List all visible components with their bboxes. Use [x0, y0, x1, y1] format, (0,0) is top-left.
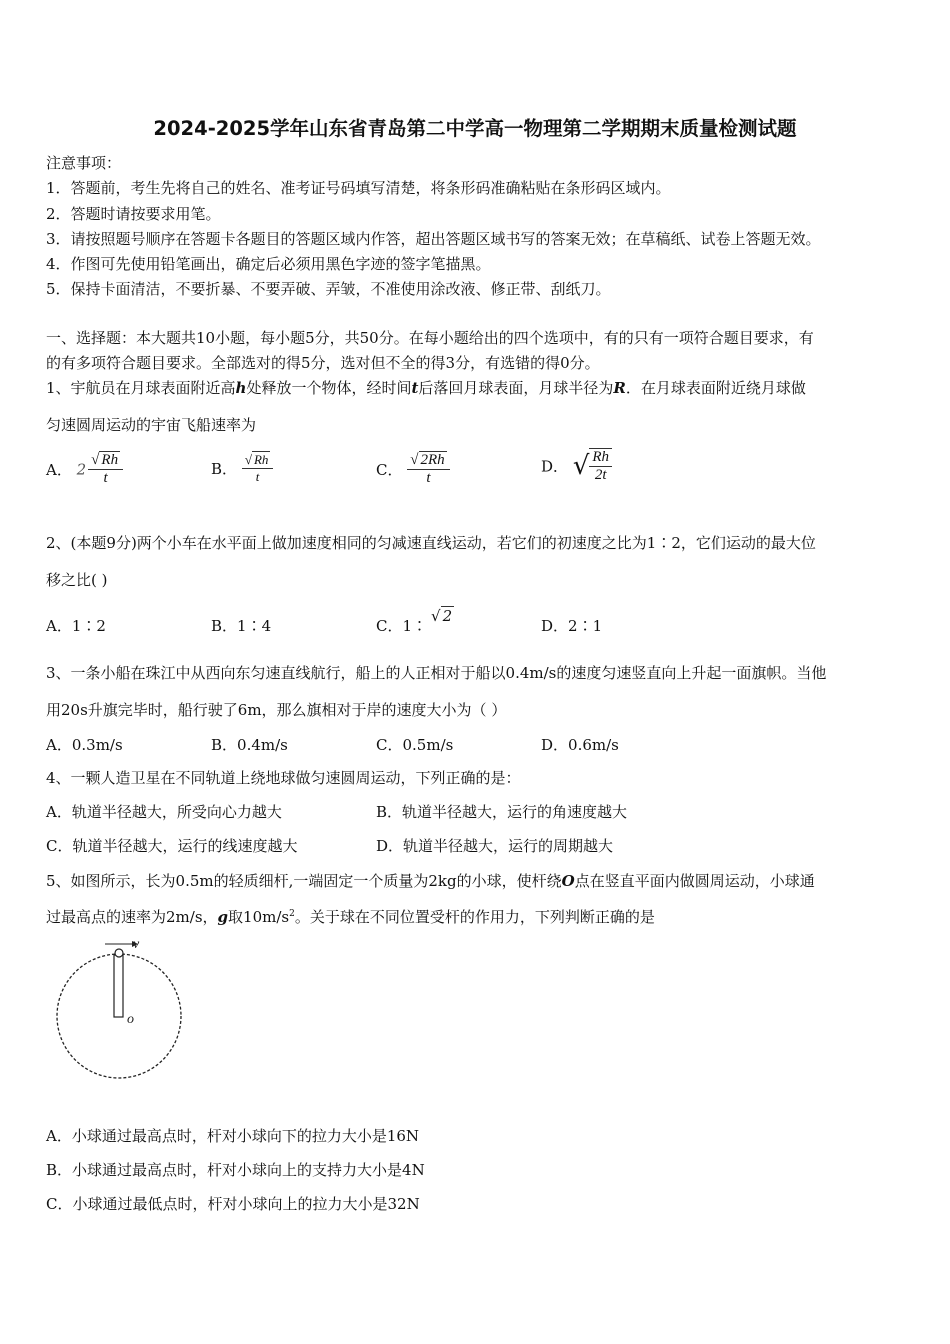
- q2-stem-line-2: 移之比( ): [46, 571, 108, 589]
- q5-option-b[interactable]: B．小球通过最高点时，杆对小球向上的支持力大小是4N: [46, 1161, 425, 1179]
- page-title: 2024-2025学年山东省青岛第二中学高一物理第二学期期末质量检测试题: [153, 117, 797, 140]
- q1-stem-line-1: 1、宇航员在月球表面附近高h处释放一个物体，经时间t后落回月球表面，月球半径为R．在月球表面附近绕月球做: [46, 379, 806, 397]
- q1-stem-line-2: 匀速圆周运动的宇宙飞船速率为: [46, 416, 257, 434]
- q1-option-c[interactable]: C． $\frac{√ 2Rh}{t}$: [376, 452, 450, 487]
- notice-item-2: 2．答题时请按要求用笔。: [46, 205, 221, 223]
- velocity-label: v: [133, 937, 140, 952]
- q2-stem-line-1: 2、(本题9分)两个小车在水平面上做加速度相同的匀减速直线运动，若它们的初速度之比为1∶2，它们运动的最大位: [46, 534, 816, 552]
- q1-option-a[interactable]: A． 2 $\frac{√ Rh}{t}$: [46, 452, 123, 487]
- q4-option-a[interactable]: A．轨道半径越大，所受向心力越大: [46, 803, 282, 821]
- ball: [115, 949, 123, 957]
- q3-stem-line-1: 3、一条小船在珠江中从西向东匀速直线航行，船上的人正相对于船以0.4m/s的速度匀速竖直向上升起一面旗帜。当他: [46, 664, 827, 682]
- q3-option-a[interactable]: A．0.3m/s: [46, 736, 123, 754]
- center-label: o: [127, 1012, 134, 1027]
- q1-option-b[interactable]: B． $\frac{√ Rh}{t}$: [211, 452, 273, 485]
- circular-motion-figure: [50, 934, 190, 1084]
- notice-item-5: 5．保持卡面清洁，不要折暴、不要弄破、弄皱，不准使用涂改液、修正带、刮纸刀。: [46, 280, 611, 298]
- q4-option-b[interactable]: B．轨道半径越大，运行的角速度越大: [376, 803, 628, 821]
- q2-option-a[interactable]: A．1∶2: [46, 617, 106, 635]
- q3-option-c[interactable]: C．0.5m/s: [376, 736, 454, 754]
- q1-option-d[interactable]: D． √ $\frac{Rh}{2t}$: [541, 448, 612, 484]
- q2-option-d[interactable]: D．2∶1: [541, 617, 603, 635]
- notice-item-1: 1．答题前，考生先将自己的姓名、准考证号码填写清楚，将条形码准确粘贴在条形码区域内。: [46, 179, 671, 197]
- q3-stem-line-2: 用20s升旗完毕时，船行驶了6m，那么旗相对于岸的速度大小为（ ）: [46, 701, 507, 719]
- section-intro-line-1: 一、选择题：本大题共10小题，每小题5分，共50分。在每小题给出的四个选项中，有的只有一项符合题目要求，有: [46, 329, 814, 347]
- notice-heading: 注意事项：: [46, 154, 122, 172]
- notice-item-4: 4．作图可先使用铅笔画出，确定后必须用黑色字迹的签字笔描黑。: [46, 255, 491, 273]
- q4-stem: 4、一颗人造卫星在不同轨道上绕地球做匀速圆周运动，下列正确的是：: [46, 769, 521, 787]
- q5-stem-line-2: 过最高点的速率为2m/s，g取$10m/s^2$。关于球在不同位置受杆的作用力，下列判断正确的是: [46, 908, 655, 926]
- q5-option-a[interactable]: A．小球通过最高点时，杆对小球向下的拉力大小是16N: [46, 1127, 420, 1145]
- notice-item-3: 3．请按照题号顺序在答题卡各题目的答题区域内作答，超出答题区域书写的答案无效；在草稿纸、试卷上答题无效。: [46, 230, 821, 248]
- q2-option-b[interactable]: B．1∶4: [211, 617, 272, 635]
- q2-option-c[interactable]: C．1∶√ 2: [376, 607, 453, 635]
- q3-option-d[interactable]: D．0.6m/s: [541, 736, 619, 754]
- rod: [114, 955, 123, 1017]
- section-intro-line-2: 的有多项符合题目要求。全部选对的得5分，选对但不全的得3分，有选错的得0分。: [46, 354, 600, 372]
- q3-option-b[interactable]: B．0.4m/s: [211, 736, 288, 754]
- q4-option-d[interactable]: D．轨道半径越大，运行的周期越大: [376, 837, 614, 855]
- q5-option-c[interactable]: C．小球通过最低点时，杆对小球向上的拉力大小是32N: [46, 1195, 420, 1213]
- q4-option-c[interactable]: C．轨道半径越大，运行的线速度越大: [46, 837, 298, 855]
- q5-stem-line-1: 5、如图所示，长为0.5m的轻质细杆,一端固定一个质量为2kg的小球，使杆绕O点在竖直平面内做圆周运动，小球通: [46, 872, 815, 890]
